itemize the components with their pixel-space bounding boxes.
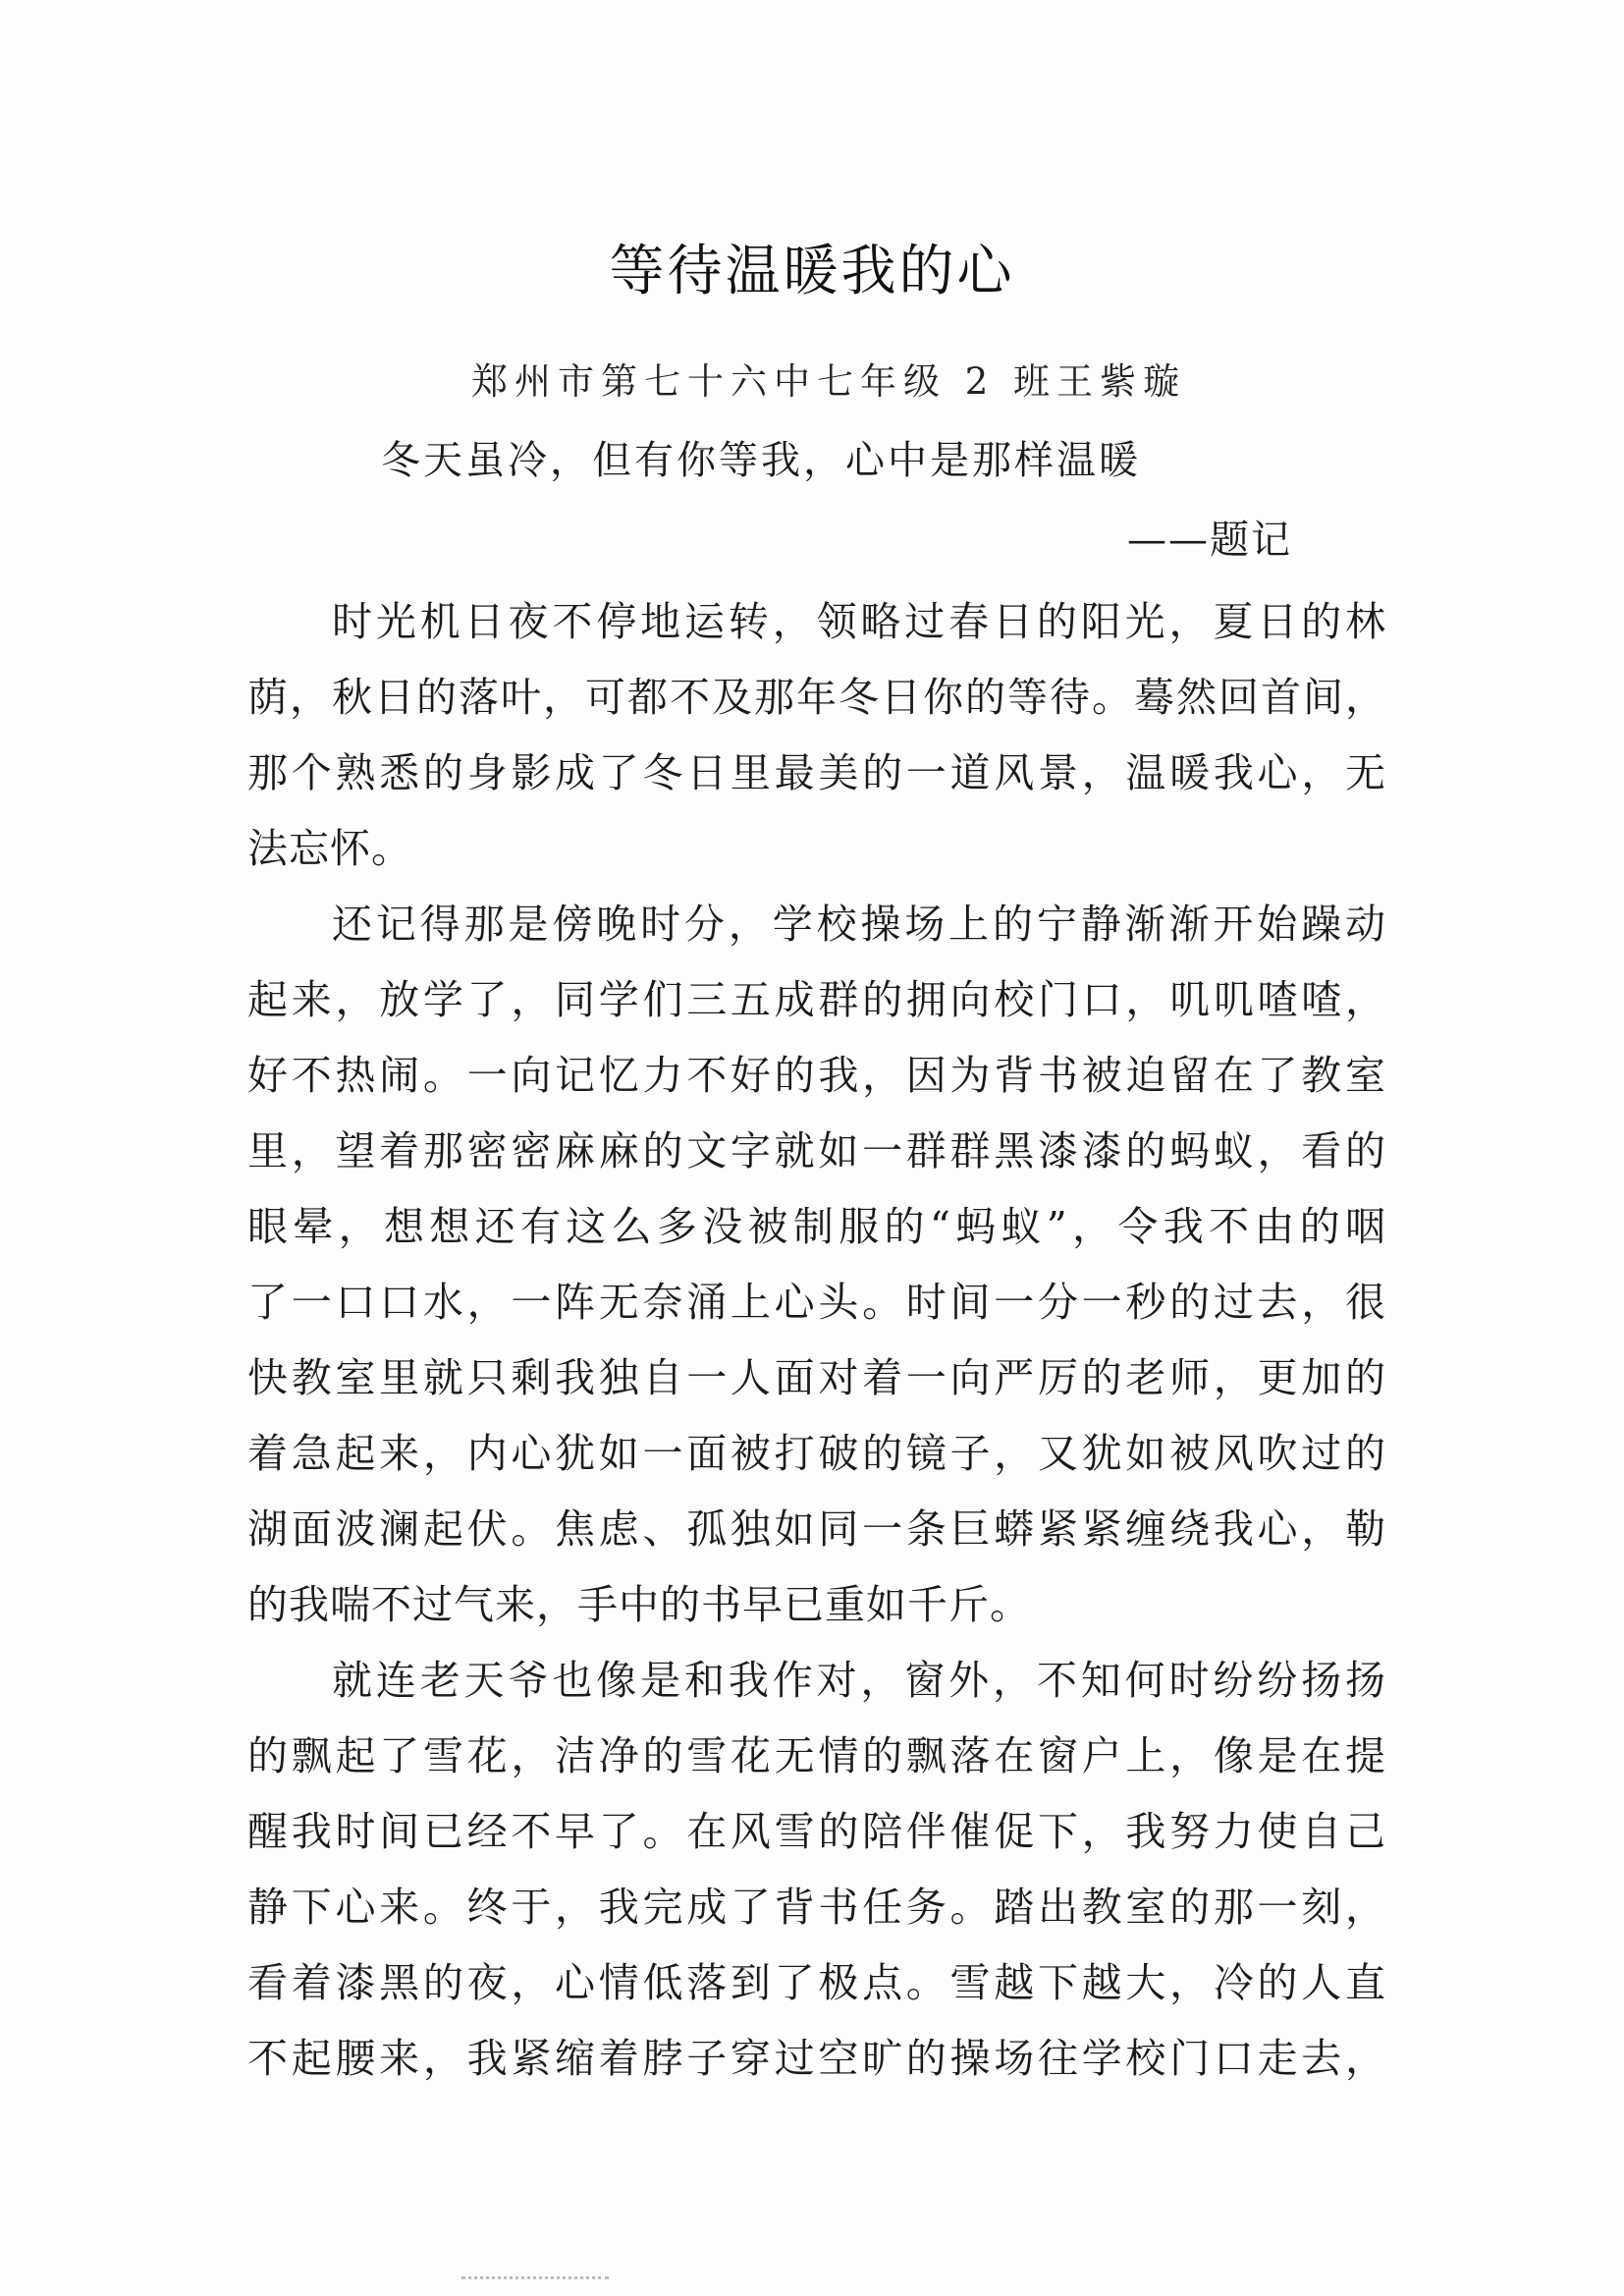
text-line: 起来，放学了，同学们三五成群的拥向校门口，叽叽喳喳， xyxy=(247,976,1386,1023)
author-byline: 郑州市第七十六中七年级 2 班王紫璇 xyxy=(471,360,1187,403)
epigraph: 冬天虽冷，但有你等我，心中是那样温暖 xyxy=(381,438,1141,483)
text-line: 静下心来。终于，我完成了背书任务。踏出教室的那一刻， xyxy=(247,1884,1386,1931)
text-line: 荫，秋日的落叶，可都不及那年冬日你的等待。蓦然回首间， xyxy=(247,674,1386,721)
text-line: 还记得那是傍晚时分，学校操场上的宁静渐渐开始躁动 xyxy=(332,901,1386,948)
text-line: 的飘起了雪花，洁净的雪花无情的飘落在窗户上，像是在提 xyxy=(247,1732,1386,1779)
text-line: 着急起来，内心犹如一面被打破的镜子，又犹如被风吹过的 xyxy=(247,1430,1386,1477)
text-line: 时光机日夜不停地运转，领略过春日的阳光，夏日的林 xyxy=(332,598,1386,645)
scan-smudge xyxy=(461,2276,609,2283)
epigraph-signature: ——题记 xyxy=(1127,518,1292,563)
text-line: 醒我时间已经不早了。在风雪的陪伴催促下，我努力使自己 xyxy=(247,1808,1386,1855)
text-line: 的我喘不过气来，手中的书早已重如千斤。 xyxy=(247,1581,1031,1628)
text-line: 里，望着那密密麻麻的文字就如一群群黑漆漆的蚂蚁，看的 xyxy=(247,1127,1386,1175)
text-line: 看着漆黑的夜，心情低落到了极点。雪越下越大，冷的人直 xyxy=(247,1959,1386,2006)
text-line: 法忘怀。 xyxy=(247,825,412,872)
text-line: 不起腰来，我紧缩着脖子穿过空旷的操场往学校门口走去， xyxy=(247,2035,1386,2082)
text-line: 好不热闹。一向记忆力不好的我，因为背书被迫留在了教室 xyxy=(247,1052,1386,1099)
essay-body xyxy=(247,584,1386,2097)
text-line: 湖面波澜起伏。焦虑、孤独如同一条巨蟒紧紧缠绕我心，勒 xyxy=(247,1505,1386,1553)
essay-title: 等待温暖我的心 xyxy=(609,240,1015,303)
text-line: 眼晕，想想还有这么多没被制服的“蚂蚁”，令我不由的咽 xyxy=(247,1203,1386,1250)
text-line: 快教室里就只剩我独自一人面对着一向严厉的老师，更加的 xyxy=(247,1354,1386,1401)
text-line: 那个熟悉的身影成了冬日里最美的一道风景，温暖我心，无 xyxy=(247,749,1386,796)
text-line: 了一口口水，一阵无奈涌上心头。时间一分一秒的过去，很 xyxy=(247,1279,1386,1326)
text-line: 就连老天爷也像是和我作对，窗外，不知何时纷纷扬扬 xyxy=(332,1657,1386,1704)
